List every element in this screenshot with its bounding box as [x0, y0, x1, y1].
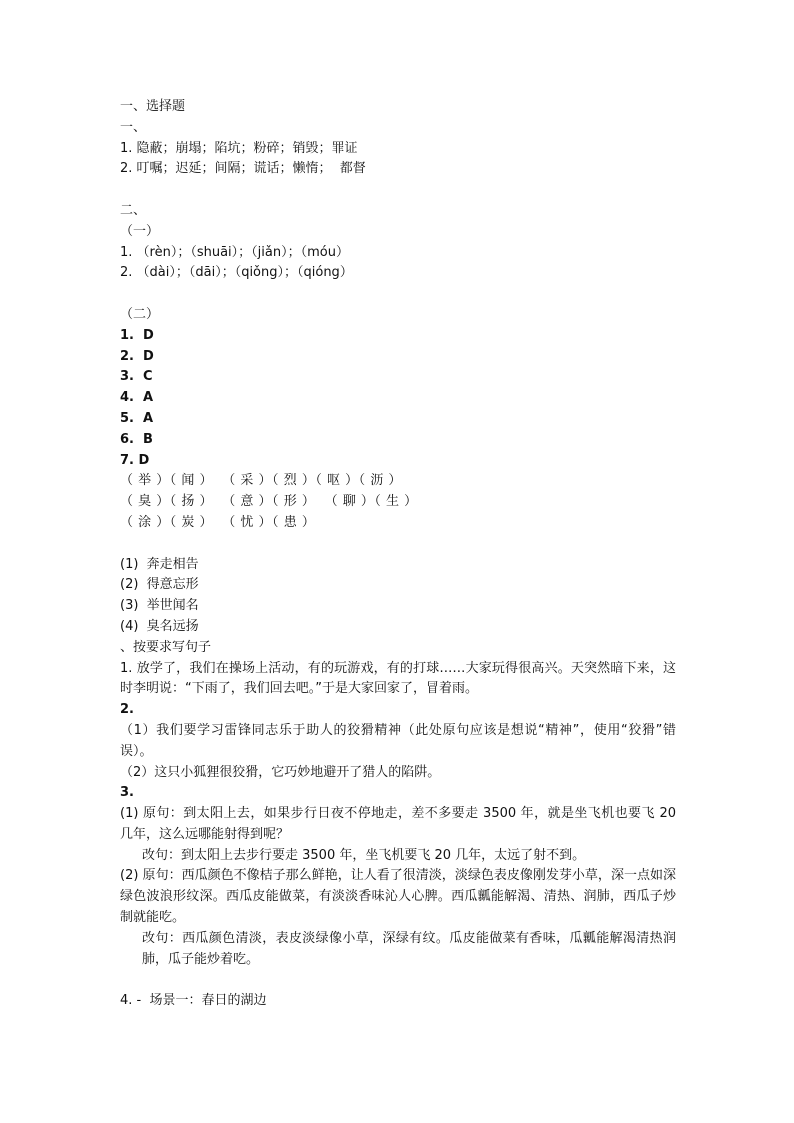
item-number: 2.: [120, 702, 134, 718]
pinyin-line: 2. （dài）；（dāi）；（qiǒng）；（qióng）: [120, 265, 353, 281]
rewrite-answer: （2）这只小狐狸很狡猾，它巧妙地避开了猎人的陷阱。: [120, 764, 441, 780]
spacer: [120, 970, 676, 991]
answer-content: [120, 97, 676, 1012]
character-grid-row: （ 臭 ）（ 扬 ） （ 意 ）（ 形 ） （ 聊 ）（ 生 ）: [120, 494, 418, 510]
original-sentence: (1) 原句：到太阳上去，如果步行日夜不停地走，差不多要走 3500 年，就是坐飞机也要飞 20 几年，这么远哪能射得到呢？: [120, 806, 676, 842]
choice-answer: 1. D: [120, 327, 154, 343]
choice-answer: 5. A: [120, 410, 154, 426]
spacer: [120, 534, 676, 555]
section-title: 一、选择题: [120, 99, 186, 114]
rewrite-answer: （1）我们要学习雷锋同志乐于助人的狡猾精神（此处原句应该是想说“精神”，使用“狡猾”错误）。: [120, 722, 676, 759]
answer-line: 2. 叮嘱；迟延；间隔；谎话；懒惰； 都督: [120, 161, 366, 177]
idiom-item: (4) 臭名远扬: [120, 618, 199, 634]
choice-answer: 7. D: [120, 452, 150, 468]
subsection-label: 一、: [120, 119, 147, 135]
revised-sentence: 改句：到太阳上去步行要走 3500 年，坐飞机要飞 20 几年，太远了射不到。: [142, 847, 586, 863]
choice-answer: 3. C: [120, 369, 153, 385]
pinyin-line: 1. （rèn）；（shuāi）；（jiǎn）；（móu）: [120, 244, 349, 260]
idiom-item: (2) 得意忘形: [120, 577, 199, 593]
revised-sentence: 改句：西瓜颜色清淡，表皮淡绿像小草，深绿有纹。瓜皮能做菜有香味，瓜瓤能解渴清热润肺，瓜子能炒着吃。: [142, 930, 676, 967]
idiom-item: (3) 举世闻名: [120, 598, 199, 614]
spacer: [120, 180, 676, 201]
choice-answer: 2. D: [120, 348, 154, 364]
character-grid-row: （ 涂 ）（ 炭 ） （ 忧 ）（ 患 ）: [120, 514, 316, 530]
choice-answer: 6. B: [120, 431, 153, 447]
part-title: （一）: [120, 223, 160, 239]
original-sentence: (2) 原句：西瓜颜色不像桔子那么鲜艳，让人看了很清淡，淡绿色表皮像刚发芽小草，深一点如深绿色波浪形纹深。西瓜皮能做菜，有淡淡香味沁人心脾。西瓜瓤能解渴、清热、润肺，西瓜子炒制就能吃。: [120, 868, 676, 926]
part-title: （二）: [120, 306, 160, 322]
item-number: 3.: [120, 785, 134, 801]
spacer: [120, 284, 676, 305]
rewrite-answer: 1. 放学了，我们在操场上活动，有的玩游戏，有的打球……大家玩得很高兴。天突然暗下来，这时李明说：“下雨了，我们回去吧。”于是大家回家了，冒着雨。: [120, 660, 676, 697]
choice-answer: 4. A: [120, 390, 154, 406]
scene-heading: 4. - 场景一：春日的湖边: [120, 993, 267, 1009]
section-title: 、按要求写句子: [120, 639, 212, 655]
subsection-label: 二、: [120, 202, 147, 218]
idiom-item: (1) 奔走相告: [120, 556, 199, 572]
answer-line: 1. 隐蔽；崩塌；陷坑；粉碎；销毁；罪证: [120, 140, 358, 156]
character-grid-row: （ 举 ）（ 闻 ） （ 采 ）（ 烈 ）（ 呕 ）（ 沥 ）: [120, 473, 402, 489]
